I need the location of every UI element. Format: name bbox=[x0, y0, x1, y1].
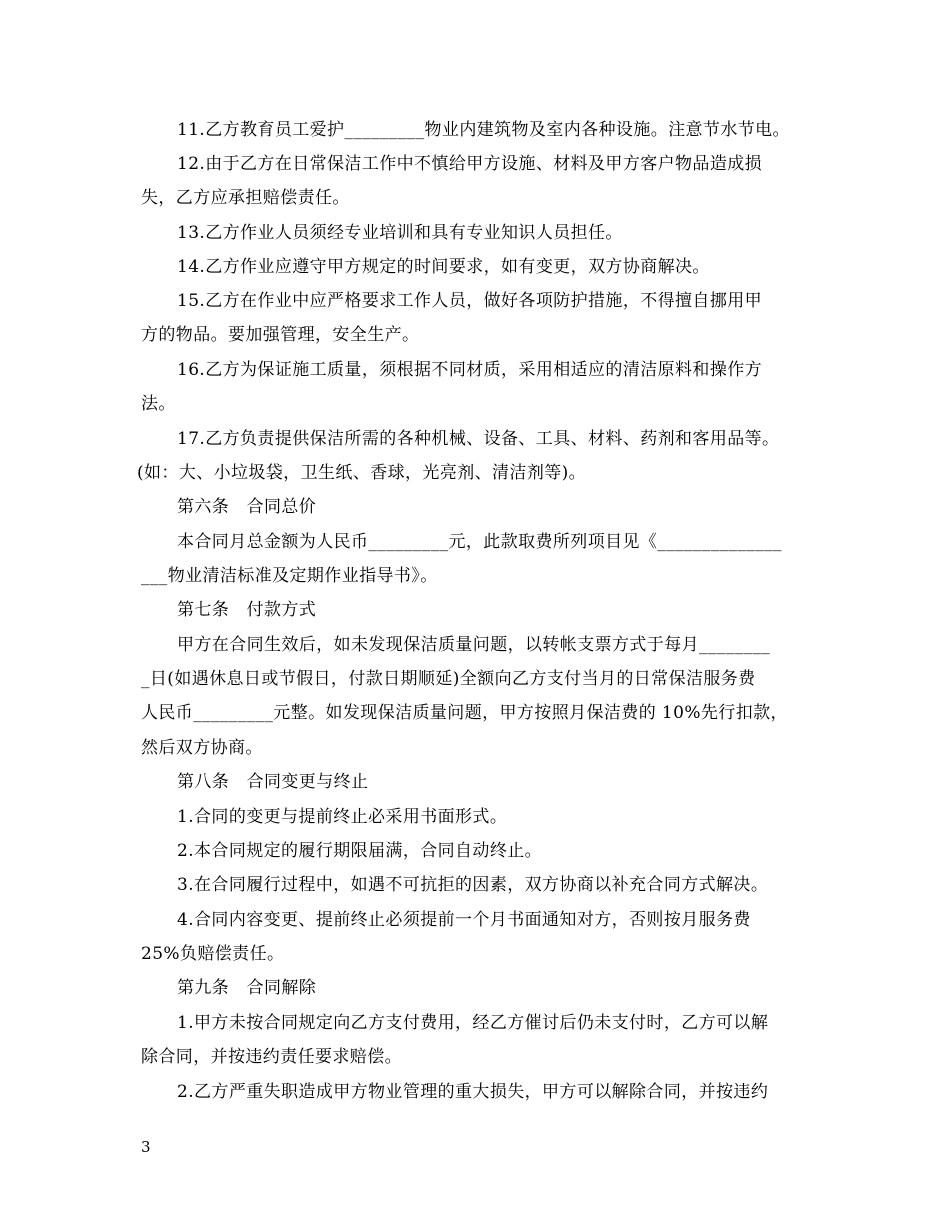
text-line: 1.合同的变更与提前终止必采用书面形式。 bbox=[177, 807, 508, 827]
text-line: 11.乙方教育员工爱护_________物业内建筑物及室内各种设施。注意节水节电。 bbox=[177, 120, 790, 140]
text-line: 除合同，并按违约责任要求赔偿。 bbox=[141, 1047, 402, 1067]
text-line: 3.在合同履行过程中，如遇不可抗拒的因素，双方协商以补充合同方式解决。 bbox=[177, 875, 769, 895]
section-heading: 第七条 付款方式 bbox=[177, 600, 317, 620]
text-line: 人民币_________元整。如发现保洁质量问题，甲方按照月保洁费的 10%先行扣款， bbox=[141, 703, 788, 723]
section-heading: 第八条 合同变更与终止 bbox=[177, 772, 369, 792]
text-line: 方的物品。要加强管理，安全生产。 bbox=[141, 325, 420, 345]
section-heading: 第九条 合同解除 bbox=[177, 978, 317, 998]
text-line: 2.乙方严重失职造成甲方物业管理的重大损失，甲方可以解除合同，并按违约 bbox=[177, 1082, 769, 1102]
text-line: 14.乙方作业应遵守甲方规定的时间要求，如有变更，双方协商解决。 bbox=[177, 257, 710, 277]
text-line: 13.乙方作业人员须经专业培训和具有专业知识人员担任。 bbox=[177, 223, 623, 243]
text-line: 16.乙方为保证施工质量，须根据不同材质，采用相适应的清洁原料和操作方 bbox=[177, 360, 763, 380]
text-line: 2.本合同规定的履行期限届满，合同自动终止。 bbox=[177, 841, 543, 861]
section-heading: 第六条 合同总价 bbox=[177, 497, 317, 517]
text-line: 甲方在合同生效后，如未发现保洁质量问题，以转帐支票方式于每月________ bbox=[177, 635, 771, 655]
text-line: 12.由于乙方在日常保洁工作中不慎给甲方设施、材料及甲方客户物品造成损 bbox=[177, 154, 763, 174]
text-line: 25%负赔偿责任。 bbox=[141, 944, 285, 964]
text-line: 然后双方协商。 bbox=[141, 738, 263, 758]
text-line: _日(如遇休息日或节假日，付款日期顺延)全额向乙方支付当月的日常保洁服务费 bbox=[141, 669, 756, 689]
text-line: (如：大、小垃圾袋，卫生纸、香球，光亮剂、清洁剂等)。 bbox=[137, 463, 587, 483]
text-line: 4.合同内容变更、提前终止必须提前一个月书面通知对方，否则按月服务费 bbox=[177, 910, 751, 930]
text-line: 本合同月总金额为人民币_________元，此款取费所列项目见《______________ bbox=[177, 532, 782, 552]
text-line: 失，乙方应承担赔偿责任。 bbox=[141, 188, 350, 208]
text-line: 1.甲方未按合同规定向乙方支付费用，经乙方催讨后仍未支付时，乙方可以解 bbox=[177, 1013, 769, 1033]
text-line: 法。 bbox=[141, 394, 176, 414]
text-line: 15.乙方在作业中应严格要求工作人员，做好各项防护措施，不得擅自挪用甲 bbox=[177, 291, 763, 311]
page-number: 3 bbox=[141, 1138, 151, 1156]
text-line: 17.乙方负责提供保洁所需的各种机械、设备、工具、材料、药剂和客用品等。 bbox=[177, 429, 780, 449]
text-line: ___物业清洁标准及定期作业指导书》。 bbox=[141, 566, 438, 586]
